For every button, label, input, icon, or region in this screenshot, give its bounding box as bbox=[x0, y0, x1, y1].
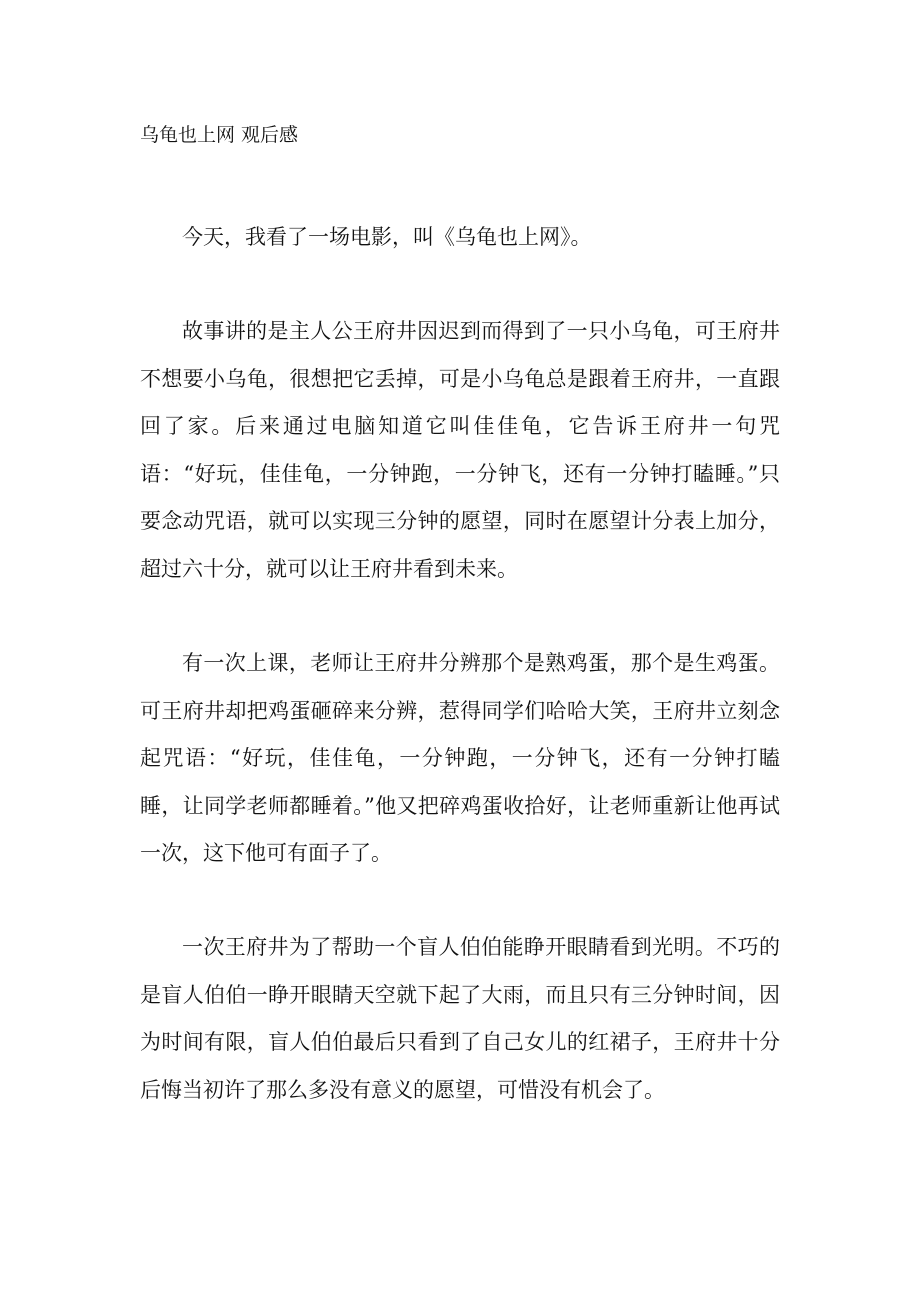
paragraph-story: 故事讲的是主人公王府井因迟到而得到了一只小乌龟，可王府井不想要小乌龟，很想把它丢掉，可是小乌龟总是跟着王府井，一直跟回了家。后来通过电脑知道它叫佳佳龟，它告诉王府井一句咒语：“好玩，佳佳龟，一分钟跑，一分钟飞，还有一分钟打瞌睡。”只要念动咒语，就可以实现三分钟的愿望，同时在愿望计分表上加分，超过六十分，就可以让王府井看到未来。 bbox=[140, 319, 780, 581]
paragraph-intro: 今天，我看了一场电影，叫《乌龟也上网》。 bbox=[182, 225, 592, 249]
paragraph-blind-uncle: 一次王府井为了帮助一个盲人伯伯能睁开眼睛看到光明。不巧的是盲人伯伯一睁开眼睛天空就下起了大雨，而且只有三分钟时间，因为时间有限，盲人伯伯最后只看到了自己女儿的红裙子，王府井十分后悔当初许了那么多没有意义的愿望，可惜没有机会了。 bbox=[140, 935, 780, 1102]
document-title: 乌龟也上网 观后感 bbox=[140, 124, 299, 146]
paragraph-eggs: 有一次上课，老师让王府井分辨那个是熟鸡蛋，那个是生鸡蛋。可王府井却把鸡蛋砸碎来分辨，惹得同学们哈哈大笑，王府井立刻念起咒语：“好玩，佳佳龟，一分钟跑，一分钟飞，还有一分钟打瞌睡，让同学老师都睡着。”他又把碎鸡蛋收拾好，让老师重新让他再试一次，这下他可有面子了。 bbox=[140, 651, 780, 865]
